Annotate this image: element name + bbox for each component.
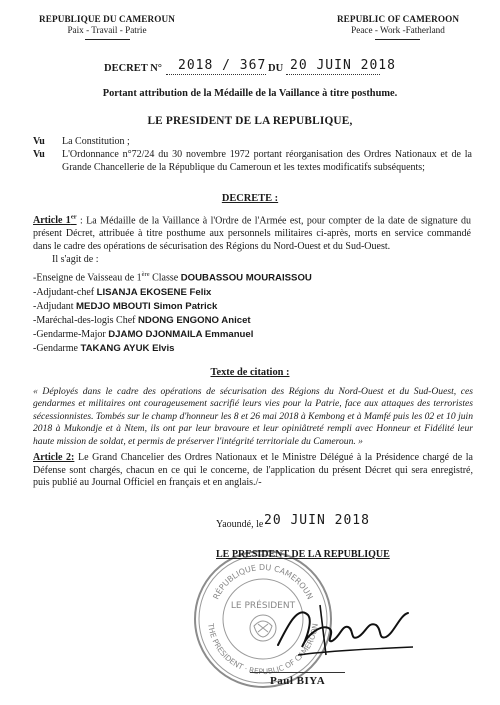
citation-text: « Déployés dans le cadre des opérations de sécurisation des Régions du Nord-Ouest et du Sud-Ouest, ces gendarmes et militaires ont courageusement sacrifié leurs vies pour la Patrie, face aux attaques des terroristes sécessionnistes. Tombés sur le champ d'honneur les 8 et 26 mai 2018 à Kembong et à Mamfé puis les 02 et 10 juin 2018 à Mukondje et à Ntem, ils ont par leur bravoure et leur opiniâtreté rempli avec Honneur et Fidélité leur haute mission de soldat, et permis de préserver l'intégrité territoriale du Cameroun. »	[33, 386, 473, 447]
article-2	[33, 452, 473, 490]
recipients-list	[33, 268, 312, 357]
header-left-motto: Paix - Travail - Patrie	[67, 25, 147, 35]
header-right-motto: Peace - Work -Fatherland	[351, 25, 445, 35]
decree-subject: Portant attribution de la Médaille de la Vaillance à titre posthume.	[102, 88, 398, 99]
citation-heading-label: Texte de citation :	[210, 367, 290, 378]
president-heading: LE PRESIDENT DE LA REPUBLIQUE,	[147, 115, 353, 127]
list-item: -Gendarme-Major DJAMO DJONMAILA Emmanuel	[33, 329, 254, 341]
article-2-text: Le Grand Chancelier des Ordres Nationaux et le Ministre Délégué à la Présidence chargé de la Défense sont chargés, chacun en ce qui le concerne, de l'application du présent Décret qui sera enregistré, puis publié au Journal Officiel en français et en anglais./-	[33, 452, 473, 489]
vu-key: Vu	[33, 149, 45, 160]
sagit-label: Il s'agit de :	[52, 254, 99, 265]
signature-line	[250, 672, 345, 673]
article-1-label: Article 1er	[33, 214, 77, 227]
header-left	[32, 14, 182, 36]
vu-item	[0, 136, 500, 148]
vu-text: L'Ordonnance n°72/24 du 30 novembre 1972 portant réorganisation des Ordres Nationaux et de la Grande Chancellerie de la République du Cameroun et les textes modificatifs subséquents;	[62, 149, 472, 173]
decree-date-line	[286, 74, 380, 75]
vu-item	[0, 149, 500, 189]
recipient-name: TAKANG AYUK Elvis	[80, 343, 175, 355]
citation-heading	[0, 367, 500, 378]
article-1	[33, 212, 471, 253]
vu-key: Vu	[33, 136, 45, 147]
header-left-divider	[85, 39, 130, 40]
decree-number-line	[166, 74, 266, 75]
header-right-title: REPUBLIC OF CAMEROON	[336, 14, 460, 24]
seal-center-text: LE PRÉSIDENT	[230, 601, 296, 611]
signature-date: 20 JUIN 2018	[264, 513, 370, 528]
signatory-name: Paul BIYA	[270, 675, 326, 687]
recipient-name: MEDJO MBOUTI Simon Patrick	[76, 300, 218, 312]
decree-number: 2018 / 367	[178, 58, 267, 73]
decrete-heading	[0, 193, 500, 204]
header-right	[318, 14, 478, 36]
article-2-label: Article 2:	[33, 452, 75, 463]
list-item: -Maréchal-des-logis Chef NDONG ENGONO Anicet	[33, 314, 251, 326]
header-left-title: REPUBLIQUE DU CAMEROUN	[39, 14, 175, 24]
article-1-text: : La Médaille de la Vaillance à l'Ordre de l'Armée est, pour compter de la date de signature du présent Décret, attribuée à titre posthume aux personnels militaires ci-après, morts en service commandé dans le cadre des opérations de sécurisation des Régions du Nord-Ouest et du Sud-Ouest.	[33, 215, 471, 252]
recipient-name: NDONG ENGONO Anicet	[137, 314, 251, 326]
seal-bottom-text: THE PRESIDENT · REPUBLIC OF CAMEROON	[206, 622, 320, 677]
recipient-name: DJAMO DJONMAILA Emmanuel	[108, 329, 254, 341]
header-right-divider	[375, 39, 420, 40]
decrete-label: DECRETE :	[221, 193, 279, 204]
signature-title: LE PRESIDENT DE LA REPUBLIQUE	[216, 549, 390, 560]
vu-text: La Constitution ;	[62, 136, 130, 147]
list-item: -Enseigne de Vaisseau de 1ère Classe DOUBASSOU MOURAISSOU	[33, 271, 312, 284]
list-item: -Adjudant-chef LISANJA EKOSENE Felix	[33, 286, 212, 298]
recipient-name: DOUBASSOU MOURAISSOU	[180, 272, 312, 284]
signature-place: Yaoundé, le	[216, 519, 264, 530]
recipient-name: LISANJA EKOSENE Felix	[96, 286, 212, 298]
decree-label: DECRET N°	[104, 63, 162, 74]
decree-date: 20 JUIN 2018	[290, 58, 396, 73]
handwritten-signature	[268, 585, 418, 665]
list-item: -Adjudant MEDJO MBOUTI Simon Patrick	[33, 300, 218, 312]
decree-line	[0, 58, 500, 78]
decree-du-label: DU	[268, 63, 284, 74]
list-item: -Gendarme TAKANG AYUK Elvis	[33, 343, 175, 355]
seal-top-text: RÉPUBLIQUE DU CAMEROUN	[211, 562, 315, 601]
